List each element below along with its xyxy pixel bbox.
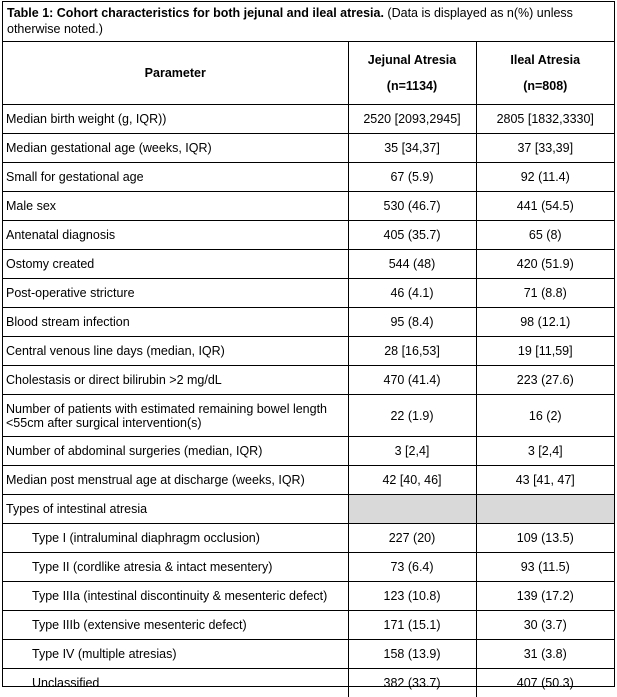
- row-label: Number of patients with estimated remaining bowel length <55cm after surgical intervention(s): [3, 395, 348, 437]
- header-jejunal-name: Jejunal Atresia: [352, 51, 473, 69]
- cell-ileal: 109 (13.5): [476, 524, 614, 553]
- cell-ileal: 43 [41, 47]: [476, 466, 614, 495]
- table-caption-note: (Data is displayed as n(%) unless otherwise noted.): [7, 6, 573, 36]
- row-label: Small for gestational age: [3, 163, 348, 192]
- row-label: Male sex: [3, 192, 348, 221]
- table-row: [3, 163, 614, 192]
- table-row: [3, 524, 614, 553]
- cell-jejunal: 28 [16,53]: [348, 337, 476, 366]
- row-label: Type II (cordlike atresia & intact mesentery): [3, 553, 348, 582]
- cell-ileal: 139 (17.2): [476, 582, 614, 611]
- header-jejunal-n: (n=1134): [352, 77, 473, 95]
- table-row: [3, 611, 614, 640]
- cell-ileal: 16 (2): [476, 395, 614, 437]
- cohort-table: [3, 42, 614, 697]
- row-label: Number of abdominal surgeries (median, IQR): [3, 437, 348, 466]
- table-row: [3, 669, 614, 697]
- cell-ileal: 92 (11.4): [476, 163, 614, 192]
- row-label: Type I (intraluminal diaphragm occlusion): [3, 524, 348, 553]
- cell-ileal: 3 [2,4]: [476, 437, 614, 466]
- cell-ileal: 37 [33,39]: [476, 134, 614, 163]
- table-caption-title: Table 1: Cohort characteristics for both jejunal and ileal atresia.: [7, 6, 384, 20]
- cell-jejunal: 73 (6.4): [348, 553, 476, 582]
- row-label: Type IV (multiple atresias): [3, 640, 348, 669]
- table-row: [3, 337, 614, 366]
- cell-jejunal: 95 (8.4): [348, 308, 476, 337]
- table-caption: [3, 2, 614, 42]
- cell-jejunal: 35 [34,37]: [348, 134, 476, 163]
- row-label: Median post menstrual age at discharge (weeks, IQR): [3, 466, 348, 495]
- cell-ileal: 223 (27.6): [476, 366, 614, 395]
- cell-jejunal: 171 (15.1): [348, 611, 476, 640]
- row-label: Cholestasis or direct bilirubin >2 mg/dL: [3, 366, 348, 395]
- cell-ileal: 19 [11,59]: [476, 337, 614, 366]
- header-ileal-n: (n=808): [480, 77, 612, 95]
- cell-jejunal: 405 (35.7): [348, 221, 476, 250]
- cell-jejunal: 2520 [2093,2945]: [348, 105, 476, 134]
- cell-jejunal: 227 (20): [348, 524, 476, 553]
- table-row: [3, 437, 614, 466]
- row-label: Median birth weight (g, IQR)): [3, 105, 348, 134]
- row-label: Type IIIb (extensive mesenteric defect): [3, 611, 348, 640]
- shaded-cell-ileal: [476, 495, 614, 524]
- cell-jejunal: 544 (48): [348, 250, 476, 279]
- cell-jejunal: 67 (5.9): [348, 163, 476, 192]
- row-label: Blood stream infection: [3, 308, 348, 337]
- cell-jejunal: 123 (10.8): [348, 582, 476, 611]
- cell-ileal: 407 (50.3): [476, 669, 614, 697]
- cell-ileal: 31 (3.8): [476, 640, 614, 669]
- table-row: [3, 395, 614, 437]
- cell-jejunal: 22 (1.9): [348, 395, 476, 437]
- table-row: [3, 250, 614, 279]
- header-parameter: Parameter: [3, 42, 348, 105]
- row-label: Central venous line days (median, IQR): [3, 337, 348, 366]
- row-label: Ostomy created: [3, 250, 348, 279]
- header-jejunal: [348, 42, 476, 105]
- table-row: [3, 553, 614, 582]
- cell-ileal: 93 (11.5): [476, 553, 614, 582]
- cell-ileal: 65 (8): [476, 221, 614, 250]
- table-row: [3, 466, 614, 495]
- cell-ileal: 71 (8.8): [476, 279, 614, 308]
- shaded-cell-jejunal: [348, 495, 476, 524]
- table-row: [3, 582, 614, 611]
- row-label: Antenatal diagnosis: [3, 221, 348, 250]
- cell-jejunal: 42 [40, 46]: [348, 466, 476, 495]
- table-row: [3, 279, 614, 308]
- row-label: Unclassified: [3, 669, 348, 697]
- header-ileal-name: Ileal Atresia: [480, 51, 612, 69]
- table-row: [3, 192, 614, 221]
- cell-jejunal: 530 (46.7): [348, 192, 476, 221]
- cell-jejunal: 3 [2,4]: [348, 437, 476, 466]
- cell-ileal: 2805 [1832,3330]: [476, 105, 614, 134]
- table-row: [3, 308, 614, 337]
- cohort-table-frame: [2, 1, 615, 687]
- cell-jejunal: 158 (13.9): [348, 640, 476, 669]
- section-row: [3, 495, 614, 524]
- table-row: [3, 221, 614, 250]
- section-label: Types of intestinal atresia: [3, 495, 348, 524]
- row-label: Median gestational age (weeks, IQR): [3, 134, 348, 163]
- table-row: [3, 134, 614, 163]
- cell-ileal: 441 (54.5): [476, 192, 614, 221]
- cell-jejunal: 382 (33.7): [348, 669, 476, 697]
- cell-ileal: 420 (51.9): [476, 250, 614, 279]
- row-label: Type IIIa (intestinal discontinuity & mesenteric defect): [3, 582, 348, 611]
- cell-jejunal: 46 (4.1): [348, 279, 476, 308]
- table-row: [3, 640, 614, 669]
- header-ileal: [476, 42, 614, 105]
- cell-jejunal: 470 (41.4): [348, 366, 476, 395]
- cell-ileal: 98 (12.1): [476, 308, 614, 337]
- row-label: Post-operative stricture: [3, 279, 348, 308]
- table-row: [3, 366, 614, 395]
- table-row: [3, 105, 614, 134]
- cell-ileal: 30 (3.7): [476, 611, 614, 640]
